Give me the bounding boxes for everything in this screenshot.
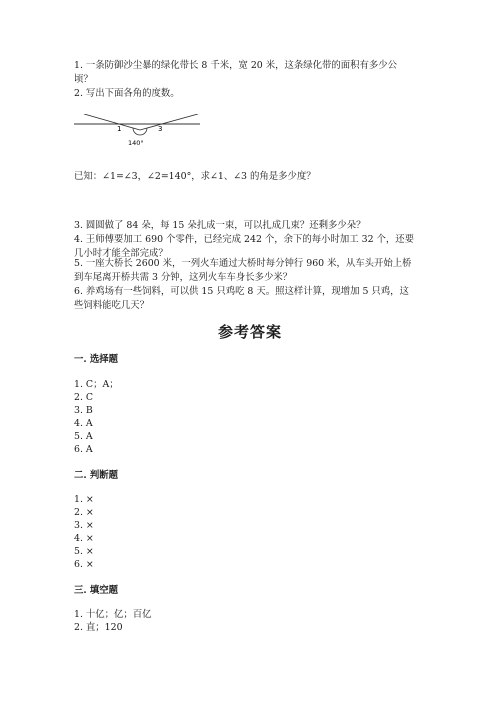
angle-figure xyxy=(74,114,204,150)
angle-1-label: 1 xyxy=(117,125,122,133)
problem-4-line-2: 几小时才能全部完成？ xyxy=(74,248,168,259)
answer-item: 1. × xyxy=(74,494,94,505)
answer-item: 2. × xyxy=(74,507,94,518)
answer-item: 2. C xyxy=(74,392,94,403)
answer-item: 1. C；A； xyxy=(74,379,119,390)
answer-item: 4. × xyxy=(74,533,94,544)
section-heading-judge: 二. 判断题 xyxy=(74,470,119,481)
answer-item: 6. × xyxy=(74,559,94,570)
problem-3: 3. 圆圆做了 84 朵，每 15 朵扎成一束，可以扎成几束？还剩多少朵？ xyxy=(74,220,366,231)
answer-item: 1. 十亿；亿；百亿 xyxy=(74,609,152,620)
angle-3-label: 3 xyxy=(158,125,163,133)
problem-1-line-1: 1. 一条防御沙尘暴的绿化带长 8 千米，宽 20 米，这条绿化带的面积有多少公 xyxy=(74,60,397,71)
right-ray xyxy=(140,114,198,130)
problem-1-line-2: 顷？ xyxy=(74,74,93,85)
answer-item: 4. A xyxy=(74,418,93,429)
section-heading-choice: 一. 选择题 xyxy=(74,354,119,365)
answer-item: 5. A xyxy=(74,431,93,442)
problem-4-line-1: 4. 王师傅要加工 690 个零件，已经完成 242 个，余下的每小时加工 32 个，还要 xyxy=(74,234,415,245)
problem-5-line-2: 到车尾离开桥共需 3 分钟，这列火车车身长多少米？ xyxy=(74,272,293,283)
answer-item: 3. × xyxy=(74,520,94,531)
section-heading-fill: 三. 填空题 xyxy=(74,585,119,596)
answer-item: 3. B xyxy=(74,405,93,416)
given-statement: 已知：∠1=∠3，∠2=140°，求∠1、∠3 的角是多少度？ xyxy=(74,171,316,182)
answer-item: 6. A xyxy=(74,444,93,455)
answers-title: 参考答案 xyxy=(217,323,282,341)
left-ray xyxy=(84,114,140,130)
problem-6-line-2: 些饲料能吃几天？ xyxy=(74,300,150,311)
problem-6-line-1: 6. 养鸡场有一些饲料，可以供 15 只鸡吃 8 天。照这样计算，现增加 5 只鸡，这 xyxy=(74,286,409,297)
answer-item: 5. × xyxy=(74,546,94,557)
problem-2: 2. 写出下面各角的度数。 xyxy=(74,88,180,99)
angle-2-value: 140° xyxy=(128,139,144,147)
answer-item: 2. 直；120 xyxy=(74,622,123,633)
problem-5-line-1: 5. 一座大桥长 2600 米，一列火车通过大桥时每分钟行 960 米，从车头开始上桥 xyxy=(74,258,412,269)
